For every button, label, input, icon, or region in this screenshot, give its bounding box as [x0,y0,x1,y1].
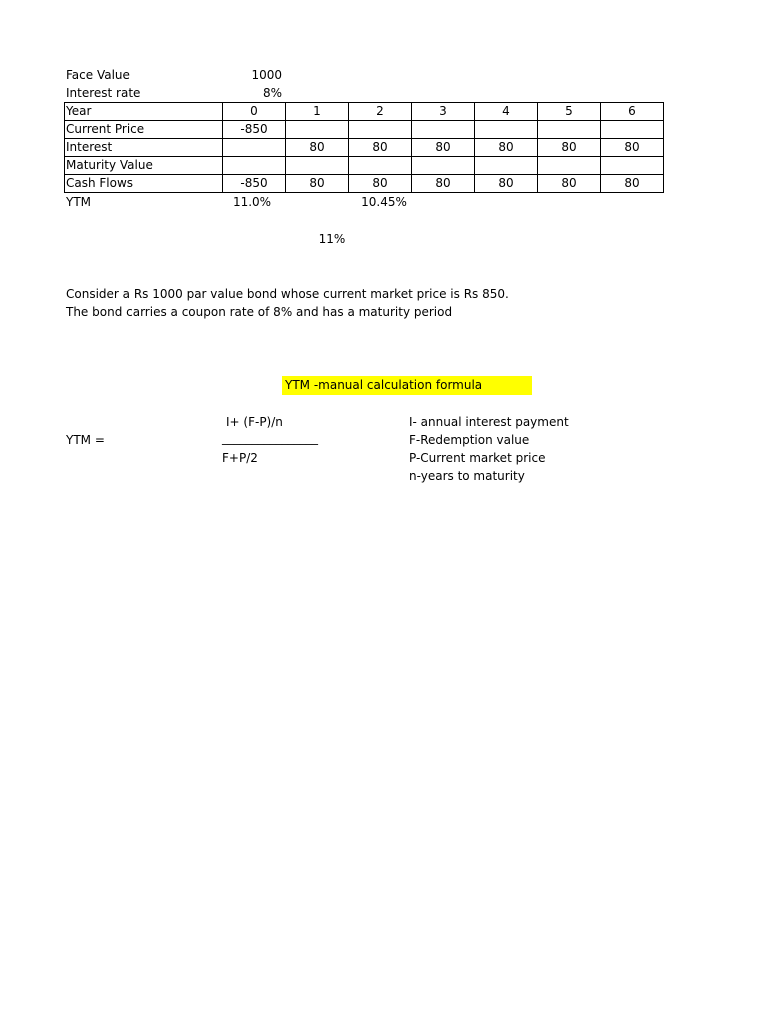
table-cell: 0 [223,103,286,121]
table-cell [538,121,601,139]
table-cell [412,157,475,175]
table-cell: 80 [349,175,412,193]
table-cell: 80 [286,139,349,157]
formula-numerator: I+ (F-P)/n [226,415,283,429]
table-cell [601,121,664,139]
formula-denominator: F+P/2 [222,451,258,465]
table-cell: 80 [475,175,538,193]
table-row [65,121,664,139]
table-cell: 80 [286,175,349,193]
row-label: Maturity Value [65,157,223,175]
table-cell [349,121,412,139]
ytm-label: YTM [66,195,92,209]
ytm-value-1: 11.0% [232,195,272,209]
table-cell [475,157,538,175]
ytm-value-2: 10.45% [361,195,407,209]
table-row [65,139,664,157]
face-value: 1000 [251,68,282,82]
table-cell: 4 [475,103,538,121]
table-cell: 80 [538,175,601,193]
row-label: Interest [65,139,223,157]
table-cell: 80 [475,139,538,157]
table-cell [223,157,286,175]
table-cell: 80 [601,175,664,193]
table-cell: -850 [223,121,286,139]
formula-title: YTM -manual calculation formula [285,378,483,392]
table-row [65,103,664,121]
table-cell [223,139,286,157]
table-cell: 80 [601,139,664,157]
table-cell [475,121,538,139]
formula-fraction-bar: ________________ [222,431,318,445]
table-cell [349,157,412,175]
legend-i: I- annual interest payment [409,415,569,429]
table-cell [286,157,349,175]
table-cell [412,121,475,139]
row-label: Current Price [65,121,223,139]
table-cell: 80 [412,175,475,193]
cash-flow-table [64,102,664,193]
table-cell: 3 [412,103,475,121]
table-cell [286,121,349,139]
table-cell: -850 [223,175,286,193]
table-cell: 80 [538,139,601,157]
face-value-label: Face Value [66,68,130,82]
legend-p: P-Current market price [409,451,546,465]
table-cell: 1 [286,103,349,121]
table-cell: 80 [412,139,475,157]
legend-n: n-years to maturity [409,469,525,483]
row-label: Cash Flows [65,175,223,193]
interest-rate: 8% [262,86,282,100]
formula-lhs: YTM = [66,433,105,447]
table-cell: 80 [349,139,412,157]
description-line-1: Consider a Rs 1000 par value bond whose current market price is Rs 850. [66,287,509,301]
table-cell [538,157,601,175]
table-cell: 5 [538,103,601,121]
row-label: Year [65,103,223,121]
table-row [65,157,664,175]
interest-rate-label: Interest rate [66,86,141,100]
table-cell: 2 [349,103,412,121]
table-cell [601,157,664,175]
table-row [65,175,664,193]
table-cell: 6 [601,103,664,121]
ytm-value-3: 11% [318,232,346,246]
legend-f: F-Redemption value [409,433,530,447]
description-line-2: The bond carries a coupon rate of 8% and has a maturity period [66,305,453,319]
